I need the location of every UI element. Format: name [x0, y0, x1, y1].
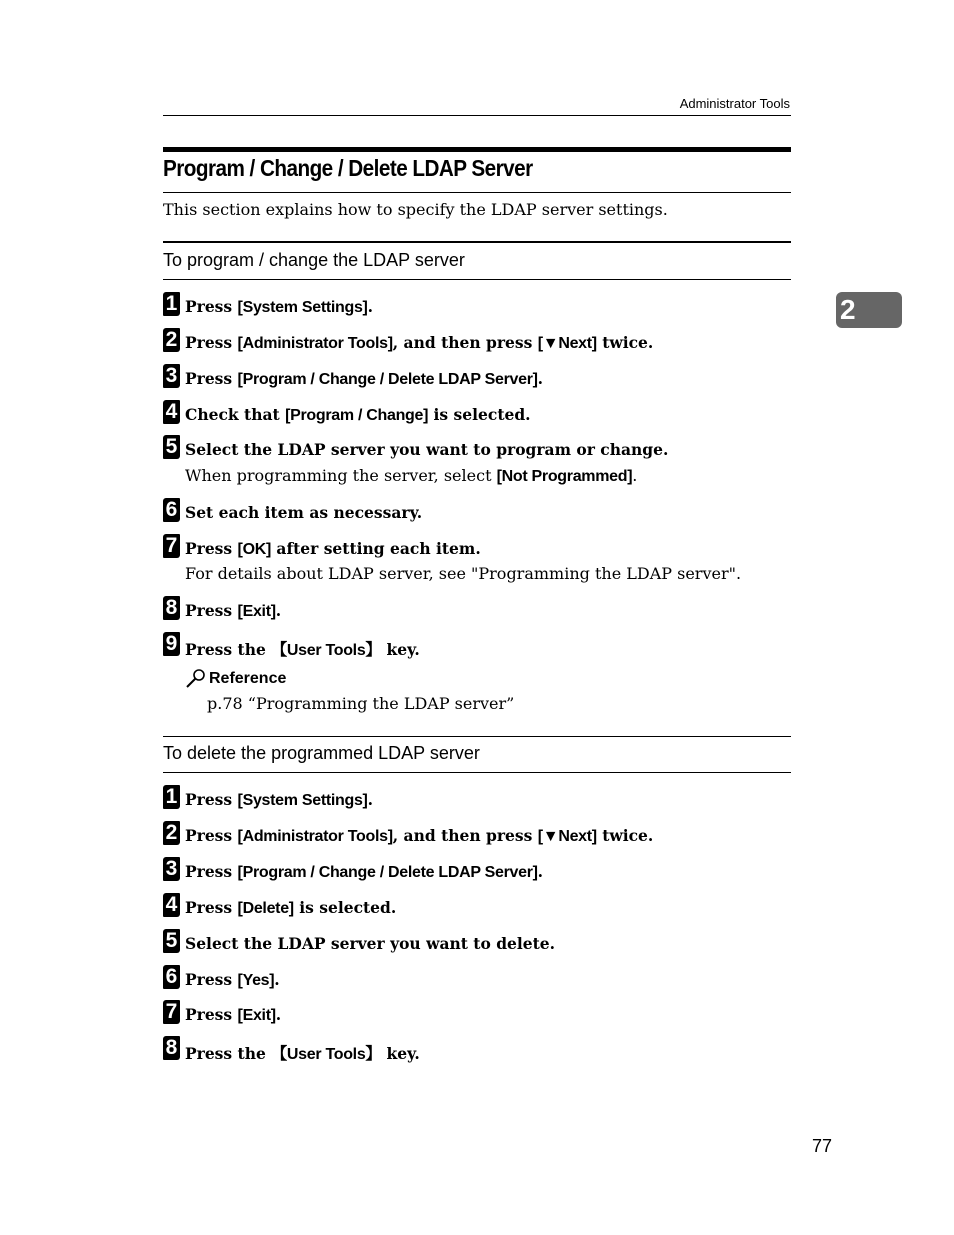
section2-top-rule	[163, 736, 791, 737]
magnifier-icon	[185, 668, 207, 688]
step-note: When programming the server, select [Not Programmed].	[185, 466, 638, 485]
step-text: Press [Exit].	[185, 1005, 282, 1024]
reference-link[interactable]: p.78 “Programming the LDAP server”	[207, 694, 515, 713]
step-text: Press [OK] after setting each item.	[185, 539, 481, 558]
step-number: 3	[163, 364, 180, 388]
step-number: 5	[163, 929, 180, 953]
step-number: 1	[163, 785, 180, 809]
step-number: 6	[163, 498, 180, 522]
title-bar	[163, 147, 791, 152]
section1-bottom-rule	[163, 279, 791, 280]
step-text: Select the LDAP server you want to delete.	[185, 934, 556, 953]
intro-text: This section explains how to specify the LDAP server settings.	[163, 200, 668, 219]
step-number: 5	[163, 435, 180, 459]
step-number: 7	[163, 1000, 180, 1024]
step-number: 4	[163, 400, 180, 424]
header-section-name: Administrator Tools	[679, 96, 790, 111]
page-number: 77	[812, 1136, 833, 1156]
section1-heading: To program / change the LDAP server	[163, 250, 465, 270]
step-text: Press the 【User Tools】 key.	[185, 1044, 420, 1063]
step-text: Press the 【User Tools】 key.	[185, 640, 420, 659]
step-number: 4	[163, 893, 180, 917]
step-text: Select the LDAP server you want to program or change.	[185, 440, 669, 459]
step-text: Press [Exit].	[185, 601, 282, 620]
section2-bottom-rule	[163, 772, 791, 773]
step-number: 1	[163, 292, 180, 316]
step-number: 7	[163, 534, 180, 558]
chapter-tab: 2	[836, 292, 902, 328]
step-number: 2	[163, 328, 180, 352]
step-number: 8	[163, 596, 180, 620]
step-text: Press [System Settings].	[185, 790, 373, 809]
step-number: 2	[163, 821, 180, 845]
step-note: For details about LDAP server, see "Programming the LDAP server".	[185, 564, 742, 583]
step-text: Press [Program / Change / Delete LDAP Server].	[185, 369, 544, 388]
reference-label: Reference	[209, 670, 287, 687]
section2-heading: To delete the programmed LDAP server	[163, 743, 480, 763]
step-text: Set each item as necessary.	[185, 503, 423, 522]
title-rule	[163, 192, 791, 193]
section1-top-rule	[163, 241, 791, 243]
step-text: Press [Yes].	[185, 970, 280, 989]
step-number: 6	[163, 965, 180, 989]
step-text: Press [Administrator Tools], and then press [▼Next] twice.	[185, 333, 654, 352]
step-number: 8	[163, 1036, 180, 1060]
step-number: 3	[163, 857, 180, 881]
step-text: Press [Program / Change / Delete LDAP Server].	[185, 862, 544, 881]
header-rule	[163, 115, 791, 116]
step-text: Press [Administrator Tools], and then press [▼Next] twice.	[185, 826, 654, 845]
page-title: Program / Change / Delete LDAP Server	[163, 155, 533, 181]
step-text: Press [Delete] is selected.	[185, 898, 397, 917]
step-text: Check that [Program / Change] is selected.	[185, 405, 531, 424]
step-number: 9	[163, 632, 180, 656]
reference-heading	[185, 668, 286, 688]
step-text: Press [System Settings].	[185, 297, 373, 316]
